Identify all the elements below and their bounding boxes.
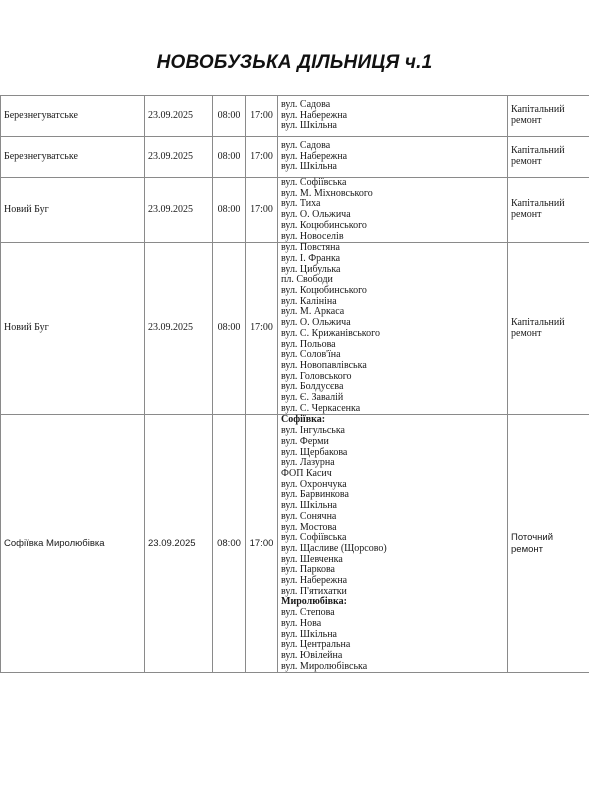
street-item: вул. Польова: [281, 338, 336, 350]
street-item: вул. Охрончука: [281, 478, 347, 490]
street-item: вул. Повстяна: [281, 242, 340, 254]
work-type-cell: Капітальний ремонт: [508, 178, 589, 243]
schedule-row: [1, 243, 589, 415]
street-item: вул. Тиха: [281, 198, 321, 210]
street-item: вул. Шкільна: [281, 500, 337, 512]
end-time-cell: 17:00: [246, 96, 278, 137]
location-cell: Софіївка Миролюбівка: [1, 415, 145, 673]
street-item: вул. Калініна: [281, 295, 337, 307]
settlement-heading: Софіївка:: [281, 414, 326, 426]
end-time-cell: 17:00: [246, 415, 278, 673]
street-item: вул. Коцюбинського: [281, 285, 367, 297]
street-item: вул. Барвинкова: [281, 489, 349, 501]
street-item: вул. Набережна: [281, 150, 348, 162]
street-item: вул. Лазурна: [281, 457, 335, 469]
street-item: вул. Софіївська: [281, 177, 347, 188]
street-item: вул. М. Міхновського: [281, 187, 373, 199]
page-title: НОВОБУЗЬКА ДІЛЬНИЦЯ ч.1: [156, 52, 433, 73]
street-item: вул. І. Франка: [281, 252, 341, 264]
date-cell: 23.09.2025: [145, 96, 213, 137]
date-cell: 23.09.2025: [145, 178, 213, 243]
street-item: вул. Степова: [281, 607, 335, 619]
street-item: вул. Шкільна: [281, 161, 337, 173]
location-cell: Новий Буг: [1, 178, 145, 243]
street-item: вул. О. Ольжича: [281, 317, 351, 329]
streets-cell: [278, 96, 508, 137]
street-item: ФОП Касич: [281, 467, 332, 479]
street-item: вул. Коцюбинського: [281, 219, 367, 231]
street-item: вул. Набережна: [281, 109, 348, 121]
work-type-cell: Капітальний ремонт: [508, 137, 589, 178]
street-item: вул. Є. Завалій: [281, 392, 344, 404]
start-time-cell: 08:00: [213, 415, 246, 673]
date-cell: 23.09.2025: [145, 243, 213, 415]
schedule-row: [1, 415, 589, 673]
street-item: вул. Сонячна: [281, 510, 337, 522]
start-time-cell: 08:00: [213, 137, 246, 178]
street-item: вул. Солов'їна: [281, 349, 341, 361]
street-item: вул. С. Черкасенка: [281, 402, 361, 414]
streets-cell: [278, 415, 508, 673]
street-item: вул. Центральна: [281, 639, 351, 651]
street-item: вул. Садова: [281, 98, 331, 110]
street-item: вул. Миролюбівська: [281, 660, 368, 672]
settlement-heading: Миролюбівка:: [281, 596, 348, 608]
street-item: вул. Болдусєва: [281, 381, 344, 393]
street-item: вул. Мостова: [281, 521, 337, 533]
location-cell: Березнегуватське: [1, 96, 145, 137]
location-cell: Новий Буг: [1, 243, 145, 415]
end-time-cell: 17:00: [246, 243, 278, 415]
street-item: вул. Щербакова: [281, 446, 348, 458]
street-item: вул. Шевченка: [281, 553, 343, 565]
schedule-row: [1, 178, 589, 243]
street-item: вул. Нова: [281, 617, 322, 629]
street-item: вул. Садова: [281, 139, 331, 151]
work-type-cell: Капітальний ремонт: [508, 96, 589, 137]
street-item: вул. Новоселів: [281, 230, 344, 242]
streets-cell: [278, 178, 508, 243]
street-item: вул. Цибулька: [281, 263, 341, 275]
street-item: вул. Інгульська: [281, 425, 345, 437]
streets-cell: [278, 243, 508, 415]
street-item: вул. М. Аркаса: [281, 306, 345, 318]
work-type-cell: Поточний ремонт: [508, 415, 589, 673]
street-item: вул. Шкільна: [281, 628, 337, 640]
street-item: вул. Головського: [281, 370, 352, 382]
street-item: вул. С. Крижанівського: [281, 327, 380, 339]
start-time-cell: 08:00: [213, 178, 246, 243]
date-cell: 23.09.2025: [145, 415, 213, 673]
street-item: вул. Набережна: [281, 575, 348, 587]
streets-cell: [278, 137, 508, 178]
street-item: вул. Новопавлівська: [281, 359, 367, 371]
street-item: вул. Софіївська: [281, 532, 347, 544]
street-item: вул. Ювілейна: [281, 649, 343, 661]
schedule-row: [1, 96, 589, 137]
location-cell: Березнегуватське: [1, 137, 145, 178]
start-time-cell: 08:00: [213, 243, 246, 415]
date-cell: 23.09.2025: [145, 137, 213, 178]
street-item: вул. Паркова: [281, 564, 335, 576]
end-time-cell: 17:00: [246, 137, 278, 178]
schedule-row: [1, 137, 589, 178]
start-time-cell: 08:00: [213, 96, 246, 137]
work-type-cell: Капітальний ремонт: [508, 243, 589, 415]
street-item: вул. Шкільна: [281, 120, 337, 132]
street-item: пл. Свободи: [281, 274, 333, 286]
street-item: вул. Ферми: [281, 435, 329, 447]
street-item: вул. О. Ольжича: [281, 209, 351, 221]
outage-schedule-table: [0, 95, 589, 673]
end-time-cell: 17:00: [246, 178, 278, 243]
street-item: вул. Щасливе (Щорсово): [281, 542, 387, 554]
street-item: вул. П'ятихатки: [281, 585, 347, 597]
